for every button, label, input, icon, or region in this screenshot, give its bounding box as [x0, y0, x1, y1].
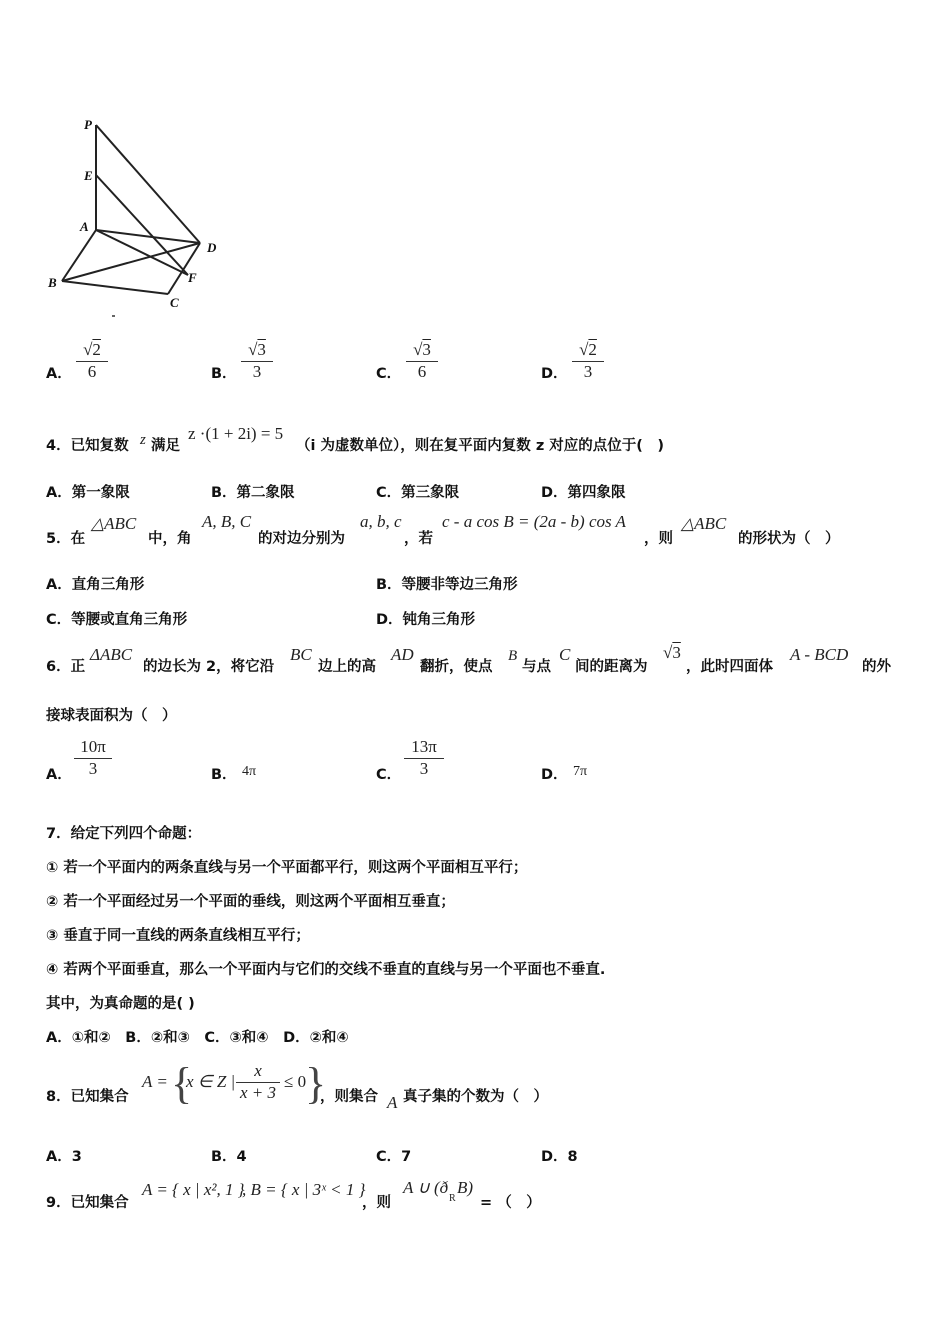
q4-option-a[interactable]: A．第一象限 — [46, 485, 130, 501]
q6-option-b-value: 4π — [242, 764, 257, 779]
q8-option-d[interactable]: D．8 — [541, 1149, 578, 1165]
q8-set-inner: x ∈ Z | — [186, 1072, 236, 1091]
q7-line: ① 若一个平面内的两条直线与另一个平面都平行，则这两个平面相互平行； — [46, 860, 528, 876]
q5-p2: 中，角 — [148, 531, 192, 547]
q5-sides: a, b, c — [360, 512, 402, 531]
q6-option-c-value: 13π 3 — [404, 737, 444, 779]
q9-sub-r: R — [449, 1193, 456, 1204]
q6-option-d-value: 7π — [573, 764, 588, 779]
q6-p2: 的边长为 2，将它沿 — [143, 659, 275, 675]
q7-line: ④ 若两个平面垂直，那么一个平面内与它们的交线不垂直的直线与另一个平面也不垂直. — [46, 962, 606, 978]
q4-option-b[interactable]: B．第二象限 — [211, 485, 295, 501]
q8-fraction: x x + 3 — [236, 1061, 280, 1103]
q8-p3: 真子集的个数为（ ） — [403, 1089, 548, 1105]
label-d: D — [207, 240, 217, 255]
q5-p4: ，若 — [404, 531, 433, 547]
q8-right-brace: } — [305, 1059, 327, 1108]
q6-bc: BC — [290, 645, 312, 664]
q6-triangle: ΔABC — [90, 645, 133, 664]
q6-p5: 与点 — [522, 659, 551, 675]
q5-option-b[interactable]: B．等腰非等边三角形 — [376, 577, 518, 593]
q6-p1: 6．正 — [46, 659, 86, 675]
q4-prefix: 4．已知复数 — [46, 438, 129, 454]
q8-leq: ≤ 0 — [284, 1072, 307, 1091]
q7-line: ③ 垂直于同一直线的两条直线相互平行； — [46, 928, 310, 944]
label-p: P — [84, 117, 92, 132]
q9-p1: 9．已知集合 — [46, 1195, 129, 1211]
q6-sqrt3: √3 — [663, 643, 681, 662]
q5-p1: 5．在 — [46, 531, 86, 547]
q6-option-d-letter[interactable]: D． — [541, 767, 568, 783]
q8-option-a[interactable]: A．3 — [46, 1149, 82, 1165]
q3-option-c-value: √3 6 — [406, 340, 438, 382]
q3-option-d-value: √2 3 — [572, 340, 604, 382]
q5-option-a[interactable]: A．直角三角形 — [46, 577, 145, 593]
q8-p2: ，则集合 — [320, 1089, 378, 1105]
q6-p3: 边上的高 — [318, 659, 376, 675]
q7-line: 7．给定下列四个命题： — [46, 826, 202, 842]
label-e: E — [84, 168, 93, 183]
q7-options[interactable]: A．①和② B．②和③ C．③和④ D．②和④ — [46, 1030, 349, 1046]
q5-p3: 的对边分别为 — [258, 531, 345, 547]
q4-suffix: （i 为虚数单位），则在复平面内复数 z 对应的点位于( ) — [296, 438, 665, 454]
q7-line: 其中，为真命题的是( ) — [46, 996, 195, 1012]
label-f: F — [188, 270, 197, 285]
q6-b: B — [508, 648, 518, 664]
q5-triangle-2: △ABC — [681, 514, 727, 533]
q5-equation: c - a cos B = (2a - b) cos A — [442, 512, 626, 531]
q5-triangle: △ABC — [91, 514, 137, 533]
q5-p5: ，则 — [644, 531, 673, 547]
q6-p8: 的外 — [862, 659, 891, 675]
q8-option-b[interactable]: B．4 — [211, 1149, 247, 1165]
q6-p4: 翻折，使点 — [420, 659, 493, 675]
q5-p6: 的形状为（ ） — [738, 531, 840, 547]
q9-set-b: , B = { x | 3ˣ < 1 } — [242, 1180, 366, 1199]
q8-a: A — [387, 1093, 398, 1112]
q4-mid: 满足 — [151, 438, 180, 454]
q5-option-d[interactable]: D．钝角三角形 — [376, 612, 476, 628]
q7-line: ② 若一个平面经过另一个平面的垂线，则这两个平面相互垂直； — [46, 894, 455, 910]
q8-option-c[interactable]: C．7 — [376, 1149, 412, 1165]
q8-set-a: A = — [142, 1072, 168, 1091]
q9-p3: = （ ） — [480, 1195, 541, 1211]
q6-tetrahedron: A - BCD — [790, 645, 849, 664]
label-c: C — [170, 295, 179, 310]
q4-equation: z ·(1 + 2i) = 5 — [188, 424, 284, 443]
q9-expr: A ∪ (ð — [403, 1178, 449, 1197]
q5-angles: A, B, C — [202, 512, 252, 531]
q6-option-b-letter[interactable]: B． — [211, 767, 237, 783]
q6-option-a-letter[interactable]: A． — [46, 767, 72, 783]
q4-z: z — [140, 432, 146, 448]
q6-p6: 间的距离为 — [575, 659, 648, 675]
q3-option-a-letter[interactable]: A． — [46, 366, 72, 382]
q8-p1: 8．已知集合 — [46, 1089, 129, 1105]
q3-option-b-letter[interactable]: B． — [211, 366, 237, 382]
q5-option-c[interactable]: C．等腰或直角三角形 — [46, 612, 188, 628]
q3-option-b-value: √3 3 — [241, 340, 273, 382]
q6-c: C — [559, 645, 571, 664]
q3-option-a-value: √2 6 — [76, 340, 108, 382]
q6-p7: ，此时四面体 — [686, 659, 773, 675]
q3-option-d-letter[interactable]: D． — [541, 366, 568, 382]
label-b: B — [48, 275, 57, 290]
geometry-figure — [40, 105, 240, 320]
q6-line2: 接球表面积为（ ） — [46, 708, 177, 724]
q6-ad: AD — [391, 645, 414, 664]
q8-left-brace: { — [171, 1059, 193, 1108]
q9-p2: ，则 — [362, 1195, 391, 1211]
q3-option-c-letter[interactable]: C． — [376, 366, 402, 382]
q6-option-a-value: 10π 3 — [74, 737, 112, 779]
q9-set-a: A = { x | x², 1 } — [142, 1180, 245, 1199]
q4-option-d[interactable]: D．第四象限 — [541, 485, 626, 501]
q9-expr-end: B) — [457, 1178, 474, 1197]
label-a: A — [80, 219, 89, 234]
q4-option-c[interactable]: C．第三象限 — [376, 485, 460, 501]
q6-option-c-letter[interactable]: C． — [376, 767, 402, 783]
